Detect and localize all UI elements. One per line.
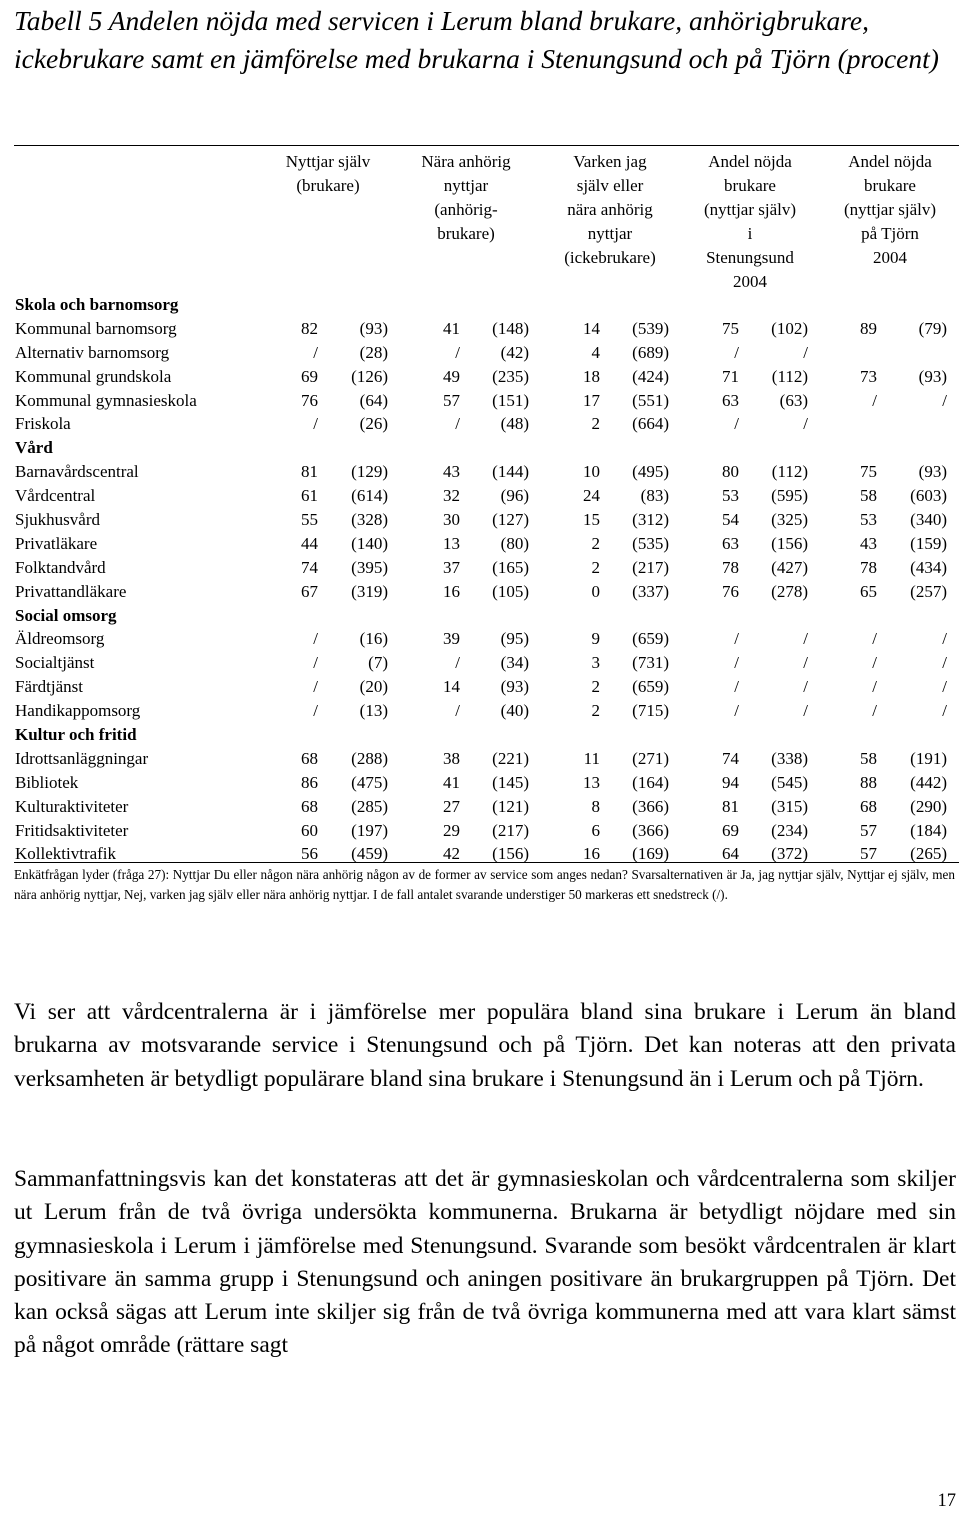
- percent-cell: 2: [591, 557, 600, 577]
- count-cell: (217): [492, 820, 529, 840]
- row-label: Privattandläkare: [15, 581, 127, 601]
- percent-cell: 18: [583, 366, 600, 386]
- count-cell: (325): [771, 510, 808, 530]
- percent-cell: 39: [443, 629, 460, 649]
- percent-cell: /: [872, 677, 877, 697]
- count-cell: (319): [351, 581, 388, 601]
- count-cell: (164): [632, 772, 669, 792]
- count-cell: (48): [500, 414, 529, 434]
- percent-cell: /: [872, 390, 877, 410]
- table-row: [14, 365, 959, 389]
- table-row: [14, 699, 959, 723]
- percent-cell: 63: [722, 533, 739, 553]
- row-label: Barnavårdscentral: [15, 462, 139, 482]
- percent-cell: 58: [860, 486, 877, 506]
- table-section-row: [14, 604, 959, 628]
- count-cell: (603): [910, 486, 947, 506]
- count-cell: /: [803, 342, 808, 362]
- count-cell: (140): [351, 533, 388, 553]
- row-label: Socialtjänst: [15, 653, 95, 673]
- row-label: Folktandvård: [15, 557, 106, 577]
- percent-cell: 55: [301, 510, 318, 530]
- column-header-brukare: Nyttjar själv (brukare): [285, 152, 371, 195]
- percent-cell: 68: [860, 796, 877, 816]
- count-cell: /: [942, 677, 947, 697]
- count-cell: (234): [771, 820, 808, 840]
- percent-cell: /: [313, 701, 318, 721]
- table-row: [14, 412, 959, 436]
- row-label: Äldreomsorg: [15, 629, 105, 649]
- count-cell: (372): [771, 844, 808, 864]
- count-cell: (257): [910, 581, 947, 601]
- percent-cell: 53: [860, 510, 877, 530]
- percent-cell: /: [313, 629, 318, 649]
- percent-cell: /: [313, 677, 318, 697]
- percent-cell: 0: [591, 581, 600, 601]
- count-cell: (165): [492, 557, 529, 577]
- count-cell: /: [803, 701, 808, 721]
- count-cell: (395): [351, 557, 388, 577]
- percent-cell: 78: [722, 557, 739, 577]
- count-cell: (221): [492, 748, 529, 768]
- table-row: [14, 795, 959, 819]
- percent-cell: /: [734, 414, 739, 434]
- percent-cell: 74: [722, 748, 739, 768]
- count-cell: (539): [632, 318, 669, 338]
- table-row: [14, 460, 959, 484]
- percent-cell: 61: [301, 486, 318, 506]
- percent-cell: 38: [443, 748, 460, 768]
- percent-cell: 16: [443, 581, 460, 601]
- count-cell: (312): [632, 510, 669, 530]
- percent-cell: /: [313, 342, 318, 362]
- count-cell: (16): [359, 629, 388, 649]
- count-cell: (83): [640, 486, 669, 506]
- count-cell: (315): [771, 796, 808, 816]
- count-cell: (42): [500, 342, 529, 362]
- count-cell: (93): [359, 318, 388, 338]
- table-row: [14, 389, 959, 413]
- count-cell: (278): [771, 581, 808, 601]
- table-row: [14, 771, 959, 795]
- count-cell: /: [942, 629, 947, 649]
- percent-cell: 57: [860, 844, 877, 864]
- count-cell: (7): [368, 653, 388, 673]
- row-label: Sjukhusvård: [15, 510, 100, 530]
- row-label: Fritidsaktiviteter: [15, 820, 129, 840]
- percent-cell: 57: [860, 820, 877, 840]
- percent-cell: /: [455, 414, 460, 434]
- percent-cell: 43: [443, 462, 460, 482]
- count-cell: (96): [500, 486, 529, 506]
- count-cell: (127): [492, 510, 529, 530]
- percent-cell: 43: [860, 533, 877, 553]
- percent-cell: 13: [443, 533, 460, 553]
- percent-cell: 2: [591, 701, 600, 721]
- count-cell: (328): [351, 510, 388, 530]
- row-label: Vårdcentral: [15, 486, 96, 506]
- count-cell: (112): [771, 462, 808, 482]
- column-header-anhorigbrukare: Nära anhörig nyttjar (anhörig- brukare): [421, 152, 511, 243]
- count-cell: /: [942, 390, 947, 410]
- data-table: [14, 293, 959, 866]
- percent-cell: 9: [591, 629, 600, 649]
- percent-cell: 41: [443, 772, 460, 792]
- percent-cell: 2: [591, 533, 600, 553]
- count-cell: /: [942, 701, 947, 721]
- count-cell: (434): [910, 557, 947, 577]
- percent-cell: 8: [591, 796, 600, 816]
- row-label: Färdtjänst: [15, 677, 83, 697]
- percent-cell: /: [734, 342, 739, 362]
- percent-cell: /: [734, 701, 739, 721]
- table-row: [14, 341, 959, 365]
- count-cell: (93): [918, 366, 947, 386]
- table-row: [14, 819, 959, 843]
- count-cell: (102): [771, 318, 808, 338]
- table-row: [14, 651, 959, 675]
- percent-cell: 41: [443, 318, 460, 338]
- count-cell: (495): [632, 462, 669, 482]
- count-cell: (34): [500, 653, 529, 673]
- percent-cell: 58: [860, 748, 877, 768]
- percent-cell: 29: [443, 820, 460, 840]
- count-cell: (659): [632, 677, 669, 697]
- count-cell: (148): [492, 318, 529, 338]
- percent-cell: /: [455, 701, 460, 721]
- row-label: Idrottsanläggningar: [15, 748, 149, 768]
- percent-cell: 56: [301, 844, 318, 864]
- table-row: [14, 484, 959, 508]
- row-label: Kollektivtrafik: [15, 844, 117, 864]
- percent-cell: 74: [301, 557, 318, 577]
- percent-cell: 53: [722, 486, 739, 506]
- percent-cell: 32: [443, 486, 460, 506]
- column-header-tjorn: Andel nöjda brukare (nyttjar själv) på Tjörn 2004: [843, 152, 937, 267]
- count-cell: (288): [351, 748, 388, 768]
- table-row: [14, 675, 959, 699]
- percent-cell: 82: [301, 318, 318, 338]
- percent-cell: 75: [860, 462, 877, 482]
- count-cell: (95): [500, 629, 529, 649]
- count-cell: (129): [351, 462, 388, 482]
- count-cell: (366): [632, 820, 669, 840]
- count-cell: (184): [910, 820, 947, 840]
- count-cell: (285): [351, 796, 388, 816]
- percent-cell: 67: [301, 581, 318, 601]
- percent-cell: /: [734, 653, 739, 673]
- count-cell: /: [942, 653, 947, 673]
- percent-cell: 94: [722, 772, 739, 792]
- percent-cell: 81: [722, 796, 739, 816]
- percent-cell: /: [313, 414, 318, 434]
- percent-cell: 14: [443, 677, 460, 697]
- count-cell: (217): [632, 557, 669, 577]
- count-cell: (595): [771, 486, 808, 506]
- body-paragraph-2: Sammanfattningsvis kan det konstateras att det är gymnasieskolan och vårdcentralerna som skiljer ut Lerum från de två övriga undersökta kommunerna. Brukarna är betydligt nöjdare med sin gymnasieskola i Lerum i jämförelse med Stenungsund. Svarande som besökt vårdcentralen är klart positivare än samma grupp i Stenungsund och aningen positivare än brukargruppen på Tjörn. Det kan också sägas att Lerum inte skiljer sig från de två övriga kommunerna med att vara klart sämst på något område (rättare sagt: [14, 1166, 956, 1359]
- percent-cell: 2: [591, 677, 600, 697]
- count-cell: (475): [351, 772, 388, 792]
- percent-cell: /: [872, 653, 877, 673]
- count-cell: (156): [771, 533, 808, 553]
- table-title: Tabell 5 Andelen nöjda med servicen i Lerum bland brukare, anhörigbrukare, ickebrukare samt en jämförelse med brukarna i Stenungsund och på Tjörn (procent): [14, 5, 939, 74]
- count-cell: (79): [918, 318, 947, 338]
- percent-cell: 81: [301, 462, 318, 482]
- percent-cell: 4: [591, 342, 600, 362]
- count-cell: (715): [632, 701, 669, 721]
- percent-cell: 60: [301, 820, 318, 840]
- count-cell: (112): [771, 366, 808, 386]
- table-row: [14, 627, 959, 651]
- percent-cell: 71: [722, 366, 739, 386]
- percent-cell: 37: [443, 557, 460, 577]
- percent-cell: 76: [722, 581, 739, 601]
- count-cell: (551): [632, 390, 669, 410]
- table-footnote: Enkätfrågan lyder (fråga 27): Nyttjar Du eller någon nära anhörig någon av de former av service som anges nedan? Svarsalternativen är Ja, jag nyttjar själv, Nyttjar ej själv, men nära anhörig nyttjar, Nej, varken jag själv eller nära anhörig nyttjar. I de fall antalet svarande understiger 50 markeras ett snedstreck (/).: [14, 867, 955, 902]
- percent-cell: 10: [583, 462, 600, 482]
- table-row: [14, 532, 959, 556]
- count-cell: (545): [771, 772, 808, 792]
- percent-cell: /: [455, 342, 460, 362]
- percent-cell: 2: [591, 414, 600, 434]
- count-cell: (614): [351, 486, 388, 506]
- row-label: Alternativ barnomsorg: [15, 342, 170, 362]
- percent-cell: /: [455, 653, 460, 673]
- count-cell: (144): [492, 462, 529, 482]
- count-cell: (145): [492, 772, 529, 792]
- percent-cell: 57: [443, 390, 460, 410]
- count-cell: (151): [492, 390, 529, 410]
- count-cell: (235): [492, 366, 529, 386]
- count-cell: (265): [910, 844, 947, 864]
- percent-cell: 30: [443, 510, 460, 530]
- percent-cell: 44: [301, 533, 318, 553]
- percent-cell: 63: [722, 390, 739, 410]
- count-cell: (20): [359, 677, 388, 697]
- percent-cell: 68: [301, 796, 318, 816]
- count-cell: /: [803, 653, 808, 673]
- count-cell: (731): [632, 653, 669, 673]
- count-cell: (535): [632, 533, 669, 553]
- row-label: Kommunal gymnasieskola: [15, 390, 197, 410]
- row-label: Kommunal grundskola: [15, 366, 172, 386]
- percent-cell: /: [872, 701, 877, 721]
- percent-cell: /: [313, 653, 318, 673]
- percent-cell: 15: [583, 510, 600, 530]
- table-row: [14, 508, 959, 532]
- count-cell: (337): [632, 581, 669, 601]
- percent-cell: /: [734, 629, 739, 649]
- count-cell: (63): [779, 390, 808, 410]
- count-cell: (93): [500, 677, 529, 697]
- percent-cell: 54: [722, 510, 739, 530]
- percent-cell: 3: [591, 653, 600, 673]
- percent-cell: 6: [591, 820, 600, 840]
- count-cell: (126): [351, 366, 388, 386]
- section-label: Vård: [15, 438, 53, 458]
- count-cell: (105): [492, 581, 529, 601]
- count-cell: (13): [359, 701, 388, 721]
- count-cell: (424): [632, 366, 669, 386]
- count-cell: (121): [492, 796, 529, 816]
- page-number: 17: [937, 1491, 956, 1511]
- count-cell: (197): [351, 820, 388, 840]
- count-cell: (427): [771, 557, 808, 577]
- count-cell: (40): [500, 701, 529, 721]
- percent-cell: 49: [443, 366, 460, 386]
- table-top-rule: [14, 145, 959, 146]
- count-cell: (191): [910, 748, 947, 768]
- table-row: [14, 580, 959, 604]
- table-row: [14, 747, 959, 771]
- percent-cell: 89: [860, 318, 877, 338]
- percent-cell: 69: [301, 366, 318, 386]
- body-paragraph-1: Vi ser att vårdcentralerna är i jämförelse mer populära bland sina brukare i Lerum än bland brukarna av motsvarande service i Stenungsund och på Tjörn. Det kan noteras att den privata verksamheten är betydligt populärare bland sina brukare i Stenungsund än i Lerum och på Tjörn.: [14, 999, 956, 1092]
- count-cell: (64): [359, 390, 388, 410]
- percent-cell: 80: [722, 462, 739, 482]
- count-cell: (80): [500, 533, 529, 553]
- count-cell: (28): [359, 342, 388, 362]
- percent-cell: 14: [583, 318, 600, 338]
- count-cell: (442): [910, 772, 947, 792]
- count-cell: /: [803, 629, 808, 649]
- count-cell: (156): [492, 844, 529, 864]
- table-section-row: [14, 436, 959, 460]
- section-label: Kultur och fritid: [15, 725, 137, 745]
- count-cell: (93): [918, 462, 947, 482]
- percent-cell: 17: [583, 390, 600, 410]
- percent-cell: 11: [583, 748, 600, 768]
- percent-cell: 75: [722, 318, 739, 338]
- count-cell: (659): [632, 629, 669, 649]
- count-cell: /: [803, 414, 808, 434]
- percent-cell: 73: [860, 366, 877, 386]
- count-cell: (366): [632, 796, 669, 816]
- row-label: Handikappomsorg: [15, 701, 141, 721]
- percent-cell: 64: [722, 844, 739, 864]
- percent-cell: 78: [860, 557, 877, 577]
- percent-cell: 69: [722, 820, 739, 840]
- count-cell: (664): [632, 414, 669, 434]
- count-cell: (271): [632, 748, 669, 768]
- section-label: Social omsorg: [15, 605, 117, 625]
- percent-cell: 42: [443, 844, 460, 864]
- percent-cell: 65: [860, 581, 877, 601]
- column-header-stenungsund: Andel nöjda brukare (nyttjar själv) i Stenungsund 2004: [703, 152, 797, 291]
- column-header-ickebrukare: Varken jag själv eller nära anhörig nyttjar (ickebrukare): [564, 152, 656, 267]
- row-label: Kulturaktiviteter: [15, 796, 129, 816]
- percent-cell: /: [872, 629, 877, 649]
- table-row: [14, 556, 959, 580]
- percent-cell: 13: [583, 772, 600, 792]
- count-cell: /: [803, 677, 808, 697]
- row-label: Kommunal barnomsorg: [15, 318, 177, 338]
- count-cell: (290): [910, 796, 947, 816]
- percent-cell: /: [734, 677, 739, 697]
- count-cell: (159): [910, 533, 947, 553]
- percent-cell: 88: [860, 772, 877, 792]
- percent-cell: 76: [301, 390, 318, 410]
- row-label: Privatläkare: [15, 533, 98, 553]
- percent-cell: 68: [301, 748, 318, 768]
- count-cell: (340): [910, 510, 947, 530]
- row-label: Bibliotek: [15, 772, 79, 792]
- count-cell: (169): [632, 844, 669, 864]
- percent-cell: 27: [443, 796, 460, 816]
- count-cell: (459): [351, 844, 388, 864]
- percent-cell: 86: [301, 772, 318, 792]
- table-section-row: [14, 723, 959, 747]
- count-cell: (26): [359, 414, 388, 434]
- percent-cell: 16: [583, 844, 600, 864]
- table-row: [14, 317, 959, 341]
- table-bottom-rule: [14, 862, 959, 863]
- percent-cell: 24: [583, 486, 600, 506]
- count-cell: (338): [771, 748, 808, 768]
- count-cell: (689): [632, 342, 669, 362]
- row-label: Friskola: [15, 414, 71, 434]
- table-section-row: [14, 293, 959, 317]
- section-label: Skola och barnomsorg: [15, 295, 179, 314]
